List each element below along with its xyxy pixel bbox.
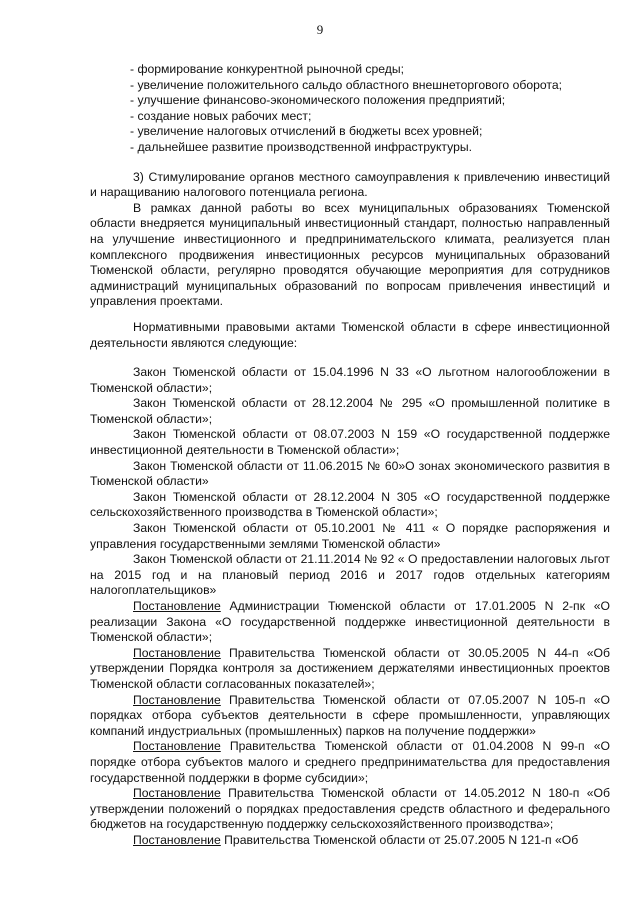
bullet-item: - улучшение финансово-экономического положения предприятий; [130, 93, 506, 108]
law-item: Закон Тюменской области от 28.12.2004 № 295 «О промышленной политике в Тюменской области»; [90, 396, 610, 426]
decree-text: Правительства Тюменской области от 14.05.2012 N 180-п «Об утверждении положений о порядках предоставления средств областного и федерального бюджетов на государственную поддержку сельскохозяйственного производства»; [90, 786, 610, 832]
decree-link[interactable]: Постановление [133, 692, 221, 707]
law-item: Закон Тюменской области от 28.12.2004 N 305 «О государственной поддержке сельскохозяйственного производства в Тюменской области»; [90, 489, 610, 520]
page-number: 9 [316, 22, 324, 37]
bullet-item: - формирование конкурентной рыночной среды; [130, 62, 405, 76]
decree-text: Правительства Тюменской области от 30.05.2005 N 44-п «Об утверждении Порядка контроля за достижением держателями инвестиционных проектов Тюменской области согласованных показателей»; [90, 645, 610, 691]
bullet-item: - увеличение положительного сальдо областного внешнеторгового оборота; [130, 77, 563, 92]
decree-item [90, 599, 610, 646]
decree-text: Правительства Тюменской области от 07.05.2007 N 105-п «О порядках отбора субъектов деятельности в сфере промышленности, управляющих компаний индустриальных (промышленных) парков на получение поддержки» [90, 692, 610, 738]
law-item: Закон Тюменской области от 15.04.1996 N 33 «О льготном налогообложении в Тюменской области»; [90, 365, 610, 395]
item-3-paragraph: 3) Стимулирование органов местного самоуправления к привлечению инвестиций и наращиванию налогового потенциала региона. [90, 169, 610, 200]
decree-item [90, 739, 610, 786]
acts-intro-paragraph: Нормативными правовыми актами Тюменской области в сфере инвестиционной деятельности являются следующие: [90, 319, 610, 350]
decree-item [90, 786, 610, 833]
decree-list [90, 599, 610, 849]
bullet-item: - дальнейшее развитие производственной инфраструктуры. [130, 139, 473, 154]
page-body [90, 62, 610, 849]
decree-text: Администрации Тюменской области от 17.01.2005 N 2-пк «О реализации Закона «О государственной поддержке инвестиционной деятельности в Тюменской области»; [90, 599, 610, 645]
bullet-list [130, 62, 610, 156]
law-item: Закон Тюменской области от 08.07.2003 N 159 «О государственной поддержке инвестиционной деятельности в Тюменской области»; [90, 427, 610, 458]
bullet-item: - увеличение налоговых отчислений в бюджеты всех уровней; [130, 124, 483, 139]
decree-text: Правительства Тюменской области от 01.04.2008 N 99-п «О порядке отбора субъектов малого и среднего предпринимательства для предоставления государственной поддержки в форме субсидии»; [90, 739, 610, 785]
bullet-item: - создание новых рабочих мест; [130, 108, 312, 123]
decree-link[interactable]: Постановление [133, 739, 221, 754]
law-item: Закон Тюменской области от 05.10.2001 № 411 « О порядке распоряжения и управления государственными землями Тюменской области» [90, 521, 610, 551]
law-item: Закон Тюменской области от 21.11.2014 № 92 « О предоставлении налоговых льгот на 2015 год и на плановый период 2016 и 2017 годов отдельных категориям налогоплательщиков» [90, 552, 610, 598]
decree-link[interactable]: Постановление [133, 599, 221, 613]
law-item: Закон Тюменской области от 11.06.2015 № 60»О зонах экономического развития в Тюменской области» [90, 458, 610, 489]
decree-link[interactable]: Постановление [133, 645, 221, 660]
decree-link[interactable]: Постановление [133, 786, 221, 801]
decree-link[interactable]: Постановление [133, 832, 221, 847]
decree-text: Правительства Тюменской области от 25.07.2005 N 121-п «Об [220, 832, 579, 847]
decree-item [90, 833, 610, 849]
law-list [90, 365, 610, 599]
decree-item [90, 646, 610, 693]
framework-paragraph: В рамках данной работы во всех муниципальных образованиях Тюменской области внедряется муниципальный инвестиционный стандарт, полностью направленный на улучшение инвестиционного и предпринимательского климата, реализуется план комплексного продвижения инвестиционных ресурсов муниципальных образований Тюменской области, регулярно проводятся обучающие мероприятия для сотрудников администраций муниципальных образований по вопросам привлечения инвестиций и управления проектами. [90, 200, 610, 309]
decree-item [90, 693, 610, 740]
